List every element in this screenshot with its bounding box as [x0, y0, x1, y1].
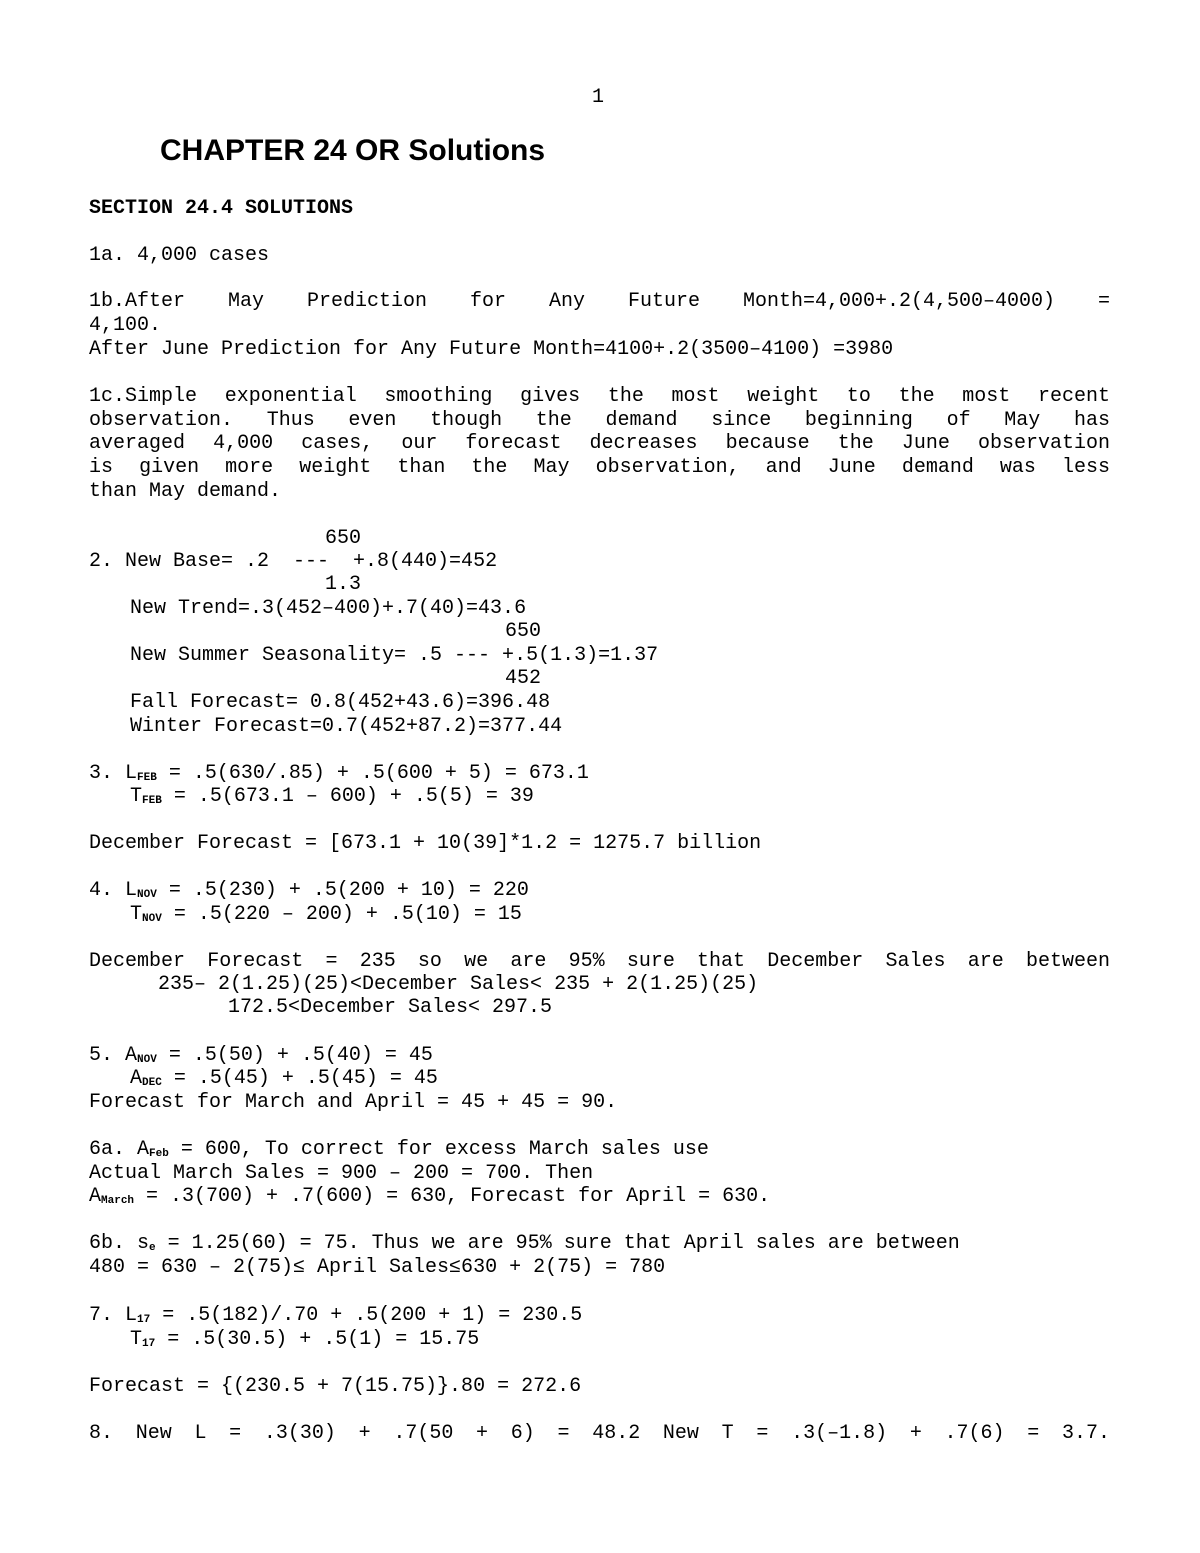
- equation-text: 7. L: [89, 1304, 138, 1327]
- subscript: NOV: [137, 889, 157, 901]
- answer-1a: 1a. 4,000 cases: [89, 244, 270, 267]
- answer-5-forecast: Forecast for March and April = 45 + 45 = 90.: [89, 1091, 618, 1114]
- subscript: March: [101, 1195, 135, 1207]
- answer-1c-line: is given more weight than the May observation, and June demand was less: [89, 456, 1110, 479]
- equation-text: 6a. A: [89, 1138, 150, 1161]
- subscript: e: [149, 1242, 156, 1254]
- page-number: 1: [592, 86, 605, 109]
- answer-2-trend: New Trend=.3(452–400)+.7(40)=43.6: [130, 597, 527, 620]
- equation-text: = .5(182)/.70 + .5(200 + 1) = 230.5: [150, 1304, 583, 1327]
- equation-text: = 600, To correct for excess March sales use: [168, 1138, 709, 1161]
- chapter-title: CHAPTER 24 OR Solutions: [160, 134, 546, 167]
- subscript: 17: [137, 1314, 151, 1326]
- equation-text: = .5(220 – 200) + .5(10) = 15: [161, 903, 522, 926]
- answer-1b-line: After June Prediction for Any Future Month=4100+.2(3500–4100) =3980: [89, 338, 894, 361]
- equation-text: = 1.25(60) = 75. Thus we are 95% sure that April sales are between: [155, 1232, 960, 1255]
- equation-text: = .5(30.5) + .5(1) = 15.75: [155, 1328, 480, 1351]
- answer-1c-line: than May demand.: [89, 480, 282, 503]
- subscript: 17: [142, 1338, 156, 1350]
- answer-4-line: 172.5<December Sales< 297.5: [228, 996, 553, 1019]
- equation-text: 5. A: [89, 1044, 138, 1067]
- answer-2-fall: Fall Forecast= 0.8(452+43.6)=396.48: [130, 691, 551, 714]
- equation-text: 6b. s: [89, 1232, 150, 1255]
- answer-7-forecast: Forecast = {(230.5 + 7(15.75)}.80 = 272.6: [89, 1375, 582, 1398]
- answer-1b-line: 1b.After May Prediction for Any Future Month=4,000+.2(4,500–4000) =: [89, 290, 1110, 313]
- answer-1c-line: 1c.Simple exponential smoothing gives the most weight to the most recent: [89, 385, 1110, 408]
- equation-text: = .3(700) + .7(600) = 630, Forecast for April = 630.: [134, 1185, 771, 1208]
- fraction-numerator: 650: [325, 527, 362, 550]
- subscript: NOV: [142, 913, 162, 925]
- equation-text: = .5(50) + .5(40) = 45: [156, 1044, 433, 1067]
- answer-6a-line: Actual March Sales = 900 – 200 = 700. Then: [89, 1162, 594, 1185]
- subscript: Feb: [149, 1148, 169, 1160]
- subscript: FEB: [137, 772, 157, 784]
- answer-4-trend: [130, 903, 522, 931]
- equation-text: T: [130, 1328, 143, 1351]
- answer-2-winter: Winter Forecast=0.7(452+87.2)=377.44: [130, 715, 563, 738]
- subscript: FEB: [142, 795, 162, 807]
- equation-text: A: [89, 1185, 102, 1208]
- answer-1b-line: 4,100.: [89, 314, 162, 337]
- answer-6b-line: 480 = 630 – 2(75)≤ April Sales≤630 + 2(75) = 780: [89, 1256, 666, 1279]
- answer-1c-line: observation. Thus even though the demand since beginning of May has: [89, 409, 1110, 432]
- answer-3-forecast: December Forecast = [673.1 + 10(39]*1.2 = 1275.7 billion: [89, 832, 762, 855]
- subscript: DEC: [142, 1077, 162, 1089]
- answer-4-line: 235– 2(1.25)(25)<December Sales< 235 + 2(1.25)(25): [158, 973, 759, 996]
- fraction-numerator: 650: [505, 620, 542, 643]
- equation-text: = .5(630/.85) + .5(600 + 5) = 673.1: [156, 762, 589, 785]
- answer-1c-line: averaged 4,000 cases, our forecast decreases because the June observation: [89, 432, 1110, 455]
- answer-3-trend: [130, 785, 534, 813]
- answer-2-seasonality: New Summer Seasonality= .5 --- +.5(1.3)=1.37: [130, 644, 659, 667]
- section-heading: SECTION 24.4 SOLUTIONS: [89, 197, 354, 220]
- answer-2-base: 2. New Base= .2 --- +.8(440)=452: [89, 550, 498, 573]
- equation-text: = .5(230) + .5(200 + 10) = 220: [156, 879, 529, 902]
- subscript: NOV: [137, 1054, 157, 1066]
- equation-text: = .5(673.1 – 600) + .5(5) = 39: [161, 785, 534, 808]
- fraction-denominator: 452: [505, 667, 542, 690]
- equation-text: A: [130, 1067, 143, 1090]
- fraction-denominator: 1.3: [325, 573, 362, 596]
- answer-6a-line: [89, 1185, 770, 1213]
- answer-7-trend: [130, 1328, 479, 1356]
- equation-text: = .5(45) + .5(45) = 45: [161, 1067, 438, 1090]
- answer-4-line: December Forecast = 235 so we are 95% sure that December Sales are between: [89, 950, 1110, 973]
- equation-text: 3. L: [89, 762, 138, 785]
- equation-text: 4. L: [89, 879, 138, 902]
- answer-8: 8. New L = .3(30) + .7(50 + 6) = 48.2 New T = .3(–1.8) + .7(6) = 3.7.: [89, 1422, 1110, 1445]
- equation-text: T: [130, 903, 143, 926]
- equation-text: T: [130, 785, 143, 808]
